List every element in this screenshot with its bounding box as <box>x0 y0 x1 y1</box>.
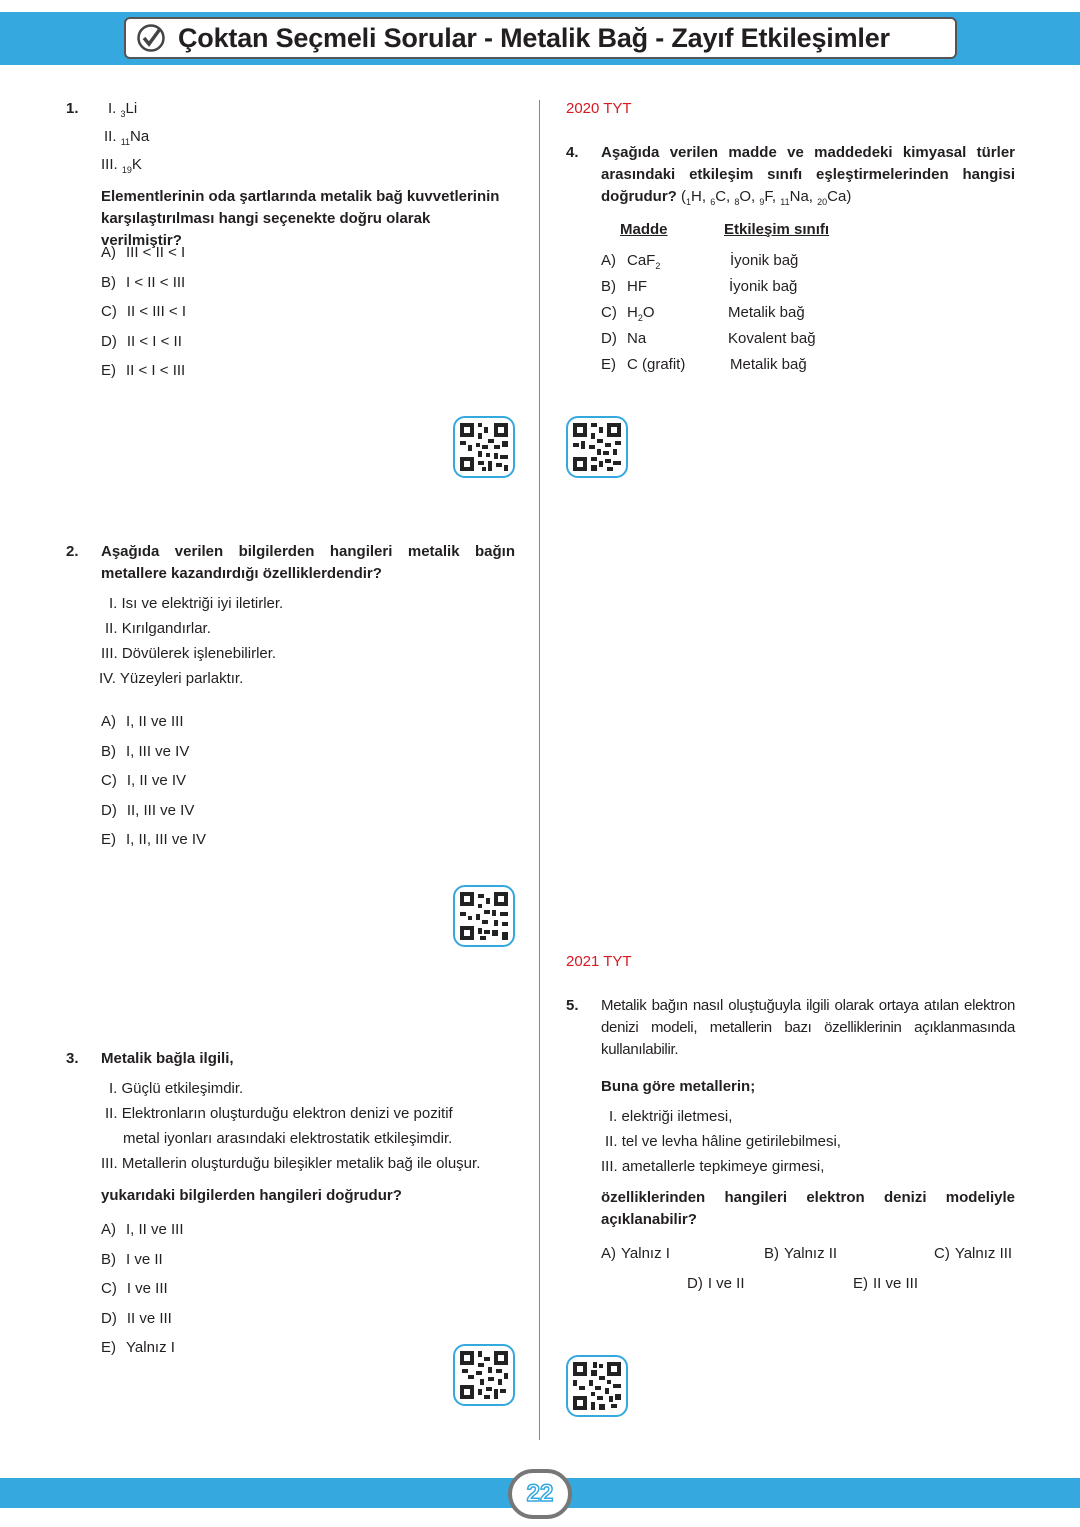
qr-code-icon <box>460 1351 508 1399</box>
option-letter: A) <box>101 713 116 730</box>
page-number: 22 <box>508 1469 572 1519</box>
question-stem <box>601 995 1015 1061</box>
option-b[interactable] <box>101 743 189 760</box>
option-b[interactable] <box>101 274 185 291</box>
qr-code-q3[interactable] <box>453 1344 515 1406</box>
stem-line: denizi modeli, metallerin bazı özelliklerinin açıklanmasında <box>601 1019 1015 1036</box>
q5-item <box>609 1108 732 1125</box>
stem-text: doğrudur? <box>601 188 677 205</box>
option-a[interactable] <box>601 1245 670 1262</box>
q1-item <box>104 128 149 147</box>
option-e[interactable] <box>101 831 206 848</box>
option-e[interactable] <box>101 1339 175 1356</box>
option-text: I, II ve IV <box>126 772 187 789</box>
question-stem <box>101 541 515 585</box>
option-letter: D) <box>101 802 117 819</box>
qr-code-icon <box>573 1362 621 1410</box>
atomic-number: 9 <box>759 197 765 207</box>
stem-line: Elementlerinin oda şartlarında metalik bağ kuvvetlerinin <box>101 188 500 205</box>
question-prompt <box>601 1187 1015 1231</box>
option-letter: B) <box>101 1251 116 1268</box>
atomic-number: 11 <box>780 197 790 207</box>
option-letter: C) <box>934 1245 950 1262</box>
option-letter: E) <box>101 362 116 379</box>
madde <box>627 252 660 271</box>
roman: I. <box>109 1080 118 1097</box>
item-text: Isı ve elektriği iyi iletirler. <box>121 595 284 612</box>
roman: III. <box>601 1158 618 1175</box>
q2-item <box>109 595 283 612</box>
q5-item <box>601 1158 824 1175</box>
option-text: II < I < III <box>126 362 186 379</box>
option-letter: D) <box>687 1275 703 1292</box>
symbol: H, <box>691 188 711 205</box>
check-circle-icon <box>136 23 166 53</box>
subscript: 2 <box>655 261 661 271</box>
interaction-class: Kovalent bağ <box>728 330 816 347</box>
interaction-class: Metalik bağ <box>730 356 807 373</box>
option-d[interactable] <box>101 333 182 350</box>
option-text: II < III < I <box>126 303 187 320</box>
atomic-number: 19 <box>121 165 132 175</box>
roman: II. <box>104 128 117 145</box>
roman: III. <box>101 156 118 173</box>
q3-item <box>109 1080 243 1097</box>
option-d[interactable] <box>101 1310 172 1327</box>
option-letter: A) <box>601 1245 616 1262</box>
q2-item <box>101 645 276 662</box>
interaction-class: İyonik bağ <box>729 278 798 295</box>
q1-item <box>108 100 137 119</box>
option-letter: A) <box>101 244 116 261</box>
item-text: ametallerle tepkimeye girmesi, <box>621 1158 825 1175</box>
question-stem <box>101 186 515 252</box>
roman: III. <box>101 1155 118 1172</box>
question-stem <box>601 142 1015 213</box>
option-text: Yalnız I <box>126 1339 175 1356</box>
symbol: O, <box>739 188 760 205</box>
option-letter: B) <box>101 743 116 760</box>
option-text: II ve III <box>126 1310 172 1327</box>
roman: III. <box>101 645 118 662</box>
option-letter: E) <box>853 1275 868 1292</box>
stem-line: kullanılabilir. <box>601 1041 679 1058</box>
q3-item <box>105 1105 453 1122</box>
option-d[interactable] <box>687 1275 745 1292</box>
stem-line: arasındaki etkileşim sınıfı eşleştirmelerinden hangisi <box>601 166 1015 183</box>
option-text: I, II ve III <box>126 1221 184 1238</box>
stem-line: karşılaştırılması hangi seçenekte doğru olarak verilmiştir? <box>101 210 431 249</box>
symbol: Na <box>130 128 150 145</box>
option-text: I < II < III <box>126 274 186 291</box>
option-letter: B) <box>601 278 616 295</box>
stem-line: Aşağıda verilen bilgilerden hangileri metalik bağın <box>101 543 515 560</box>
qr-code-icon <box>460 892 508 940</box>
madde: C (grafit) <box>627 356 686 373</box>
roman: IV. <box>99 670 116 687</box>
item-text: elektriği iletmesi, <box>621 1108 733 1125</box>
option-letter: B) <box>764 1245 779 1262</box>
option-text: I, II, III ve IV <box>126 831 207 848</box>
option-letter: C) <box>601 304 617 321</box>
option-letter: C) <box>101 303 117 320</box>
option-text: Yalnız I <box>621 1245 670 1262</box>
stem-line: Aşağıda verilen madde ve maddedeki kimyasal türler <box>601 144 1015 161</box>
option-a[interactable] <box>101 713 184 730</box>
option-c[interactable] <box>101 303 186 320</box>
option-e[interactable] <box>853 1275 918 1292</box>
atomic-number: 20 <box>817 197 828 207</box>
q2-item <box>99 670 243 687</box>
item-text: Metallerin oluşturduğu bileşikler metalik bağ ile oluşur. <box>121 1155 481 1172</box>
option-letter: A) <box>101 1221 116 1238</box>
qr-code-q2[interactable] <box>453 885 515 947</box>
atomic-number: 3 <box>120 109 126 119</box>
option-text: II, III ve IV <box>126 802 195 819</box>
roman: II. <box>105 620 118 637</box>
q1-item <box>101 156 142 175</box>
page-title: Çoktan Seçmeli Sorular - Metalik Bağ - Zayıf Etkileşimler <box>178 22 890 53</box>
subscript: 2 <box>637 313 643 323</box>
option-c[interactable] <box>101 1280 168 1297</box>
atomic-number: 11 <box>120 137 131 147</box>
question-number: 1. <box>66 100 79 117</box>
title-box <box>124 17 957 59</box>
qr-code-icon <box>573 423 621 471</box>
option-e[interactable] <box>101 362 185 379</box>
option-letter: D) <box>601 330 617 347</box>
item-text: Yüzeyleri parlaktır. <box>119 670 244 687</box>
option-letter: D) <box>101 1310 117 1327</box>
option-text: I ve II <box>707 1275 745 1292</box>
option-a[interactable] <box>101 244 185 261</box>
symbol: F, <box>764 188 781 205</box>
qr-code-q1[interactable] <box>453 416 515 478</box>
element-list <box>681 188 851 205</box>
item-text: Dövülerek işlenebilirler. <box>121 645 277 662</box>
option-d[interactable] <box>101 802 194 819</box>
question-number: 2. <box>66 543 79 560</box>
option-text: II ve III <box>873 1275 919 1292</box>
option-letter: E) <box>101 1339 116 1356</box>
exam-tag: 2021 TYT <box>566 953 632 970</box>
item-text: tel ve levha hâline getirilebilmesi, <box>621 1133 841 1150</box>
option-letter: E) <box>601 356 616 373</box>
madde: Na <box>627 330 647 347</box>
formula: H <box>627 304 638 321</box>
option-letter: C) <box>101 772 117 789</box>
option-letter: B) <box>101 274 116 291</box>
atomic-number: 1 <box>686 197 692 207</box>
question-prompt: yukarıdaki bilgilerden hangileri doğrudur? <box>101 1187 402 1204</box>
stem-line: metallere kazandırdığı özelliklerdendir? <box>101 565 382 582</box>
option-a[interactable] <box>101 1221 184 1238</box>
q5-item <box>605 1133 841 1150</box>
option-letter: C) <box>101 1280 117 1297</box>
atomic-number: 8 <box>734 197 740 207</box>
question-lead: Buna göre metallerin; <box>601 1078 756 1095</box>
q3-item <box>101 1155 480 1172</box>
roman: II. <box>105 1105 118 1122</box>
option-text: I ve II <box>126 1251 163 1268</box>
question-stem: Metalik bağla ilgili, <box>101 1050 234 1067</box>
column-header-madde: Madde <box>620 221 668 238</box>
q2-item <box>105 620 211 637</box>
formula: CaF <box>627 252 656 269</box>
option-letter: E) <box>101 831 116 848</box>
symbol: Li <box>125 100 138 117</box>
symbol: Ca) <box>827 188 852 205</box>
option-letter: D) <box>101 333 117 350</box>
item-text: Güçlü etkileşimdir. <box>121 1080 244 1097</box>
roman: I. <box>108 100 117 117</box>
question-number: 3. <box>66 1050 79 1067</box>
option-text: I, II ve III <box>126 713 184 730</box>
formula-tail: O <box>642 304 655 321</box>
roman: I. <box>109 595 118 612</box>
item-text: Elektronların oluşturduğu elektron denizi ve pozitif <box>121 1105 453 1122</box>
item-text: metal iyonları arasındaki elektrostatik etkileşimdir. <box>123 1130 453 1147</box>
option-text: I ve III <box>126 1280 168 1297</box>
roman: II. <box>605 1133 618 1150</box>
symbol: Na, <box>789 188 818 205</box>
exam-tag: 2020 TYT <box>566 100 632 117</box>
option-text: III < II < I <box>126 244 186 261</box>
roman: I. <box>609 1108 618 1125</box>
question-number: 5. <box>566 997 579 1014</box>
qr-code-icon <box>460 423 508 471</box>
option-text: II < I < II <box>126 333 182 350</box>
option-c[interactable] <box>101 772 186 789</box>
prompt-line: açıklanabilir? <box>601 1211 697 1228</box>
symbol: K <box>131 156 142 173</box>
column-header-etkilesim: Etkileşim sınıfı <box>724 221 830 238</box>
column-divider <box>539 100 540 1440</box>
option-letter: A) <box>601 252 616 269</box>
stem-line <box>601 186 1015 213</box>
prompt-line: özelliklerinden hangileri elektron denizi modeliyle <box>601 1189 1015 1206</box>
item-text: Kırılgandırlar. <box>121 620 211 637</box>
option-text: I, III ve IV <box>126 743 190 760</box>
qr-code-q4[interactable] <box>566 416 628 478</box>
interaction-class: Metalik bağ <box>728 304 805 321</box>
option-text: Yalnız III <box>954 1245 1013 1262</box>
option-b[interactable] <box>101 1251 163 1268</box>
qr-code-q5[interactable] <box>566 1355 628 1417</box>
option-b[interactable] <box>764 1245 837 1262</box>
option-c[interactable] <box>934 1245 1012 1262</box>
atomic-number: 6 <box>710 197 716 207</box>
paren: ( <box>681 188 686 205</box>
interaction-class: İyonik bağ <box>730 252 799 269</box>
question-number: 4. <box>566 144 579 161</box>
madde <box>627 304 655 323</box>
option-text: Yalnız II <box>784 1245 838 1262</box>
symbol: C, <box>715 188 735 205</box>
stem-line: Metalik bağın nasıl oluştuğuyla ilgili olarak ortaya atılan elektron <box>601 997 1015 1014</box>
madde: HF <box>627 278 647 295</box>
